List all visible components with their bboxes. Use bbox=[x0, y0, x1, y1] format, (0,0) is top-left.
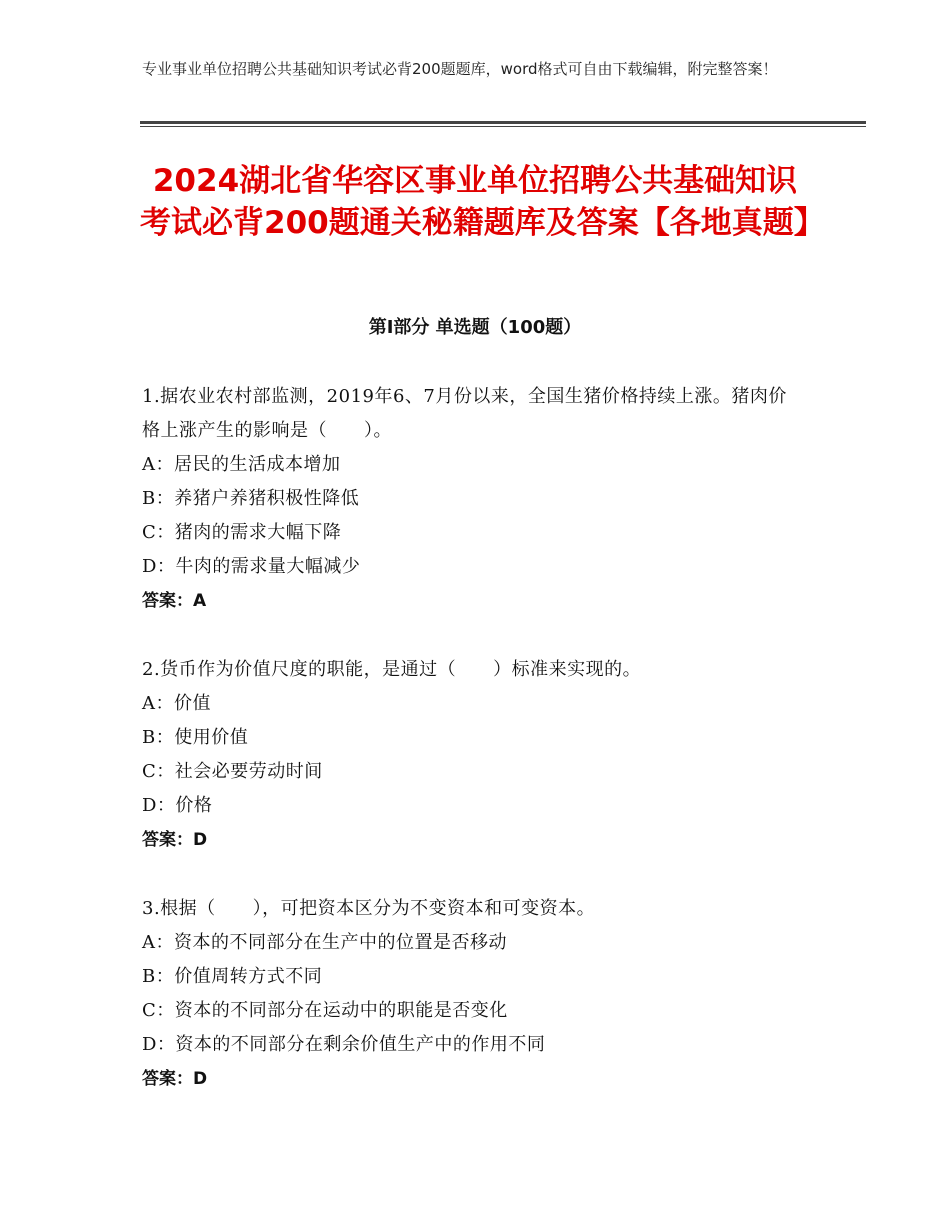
option-c: C：社会必要劳动时间 bbox=[142, 761, 323, 782]
header-divider-thin bbox=[140, 126, 866, 127]
question-stem: 2.货币作为价值尺度的职能，是通过（ ）标准来实现的。 bbox=[142, 659, 642, 680]
option-a: A：资本的不同部分在生产中的位置是否移动 bbox=[142, 932, 507, 953]
option-a: A：价值 bbox=[142, 693, 211, 714]
question-3 bbox=[142, 892, 802, 1096]
document-title: 2024湖北省华容区事业单位招聘公共基础知识考试必背200题通关秘籍题库及答案【各地真题】 bbox=[140, 163, 825, 241]
option-d: D：资本的不同部分在剩余价值生产中的作用不同 bbox=[142, 1034, 546, 1055]
option-c: C：资本的不同部分在运动中的职能是否变化 bbox=[142, 1000, 508, 1021]
question-2 bbox=[142, 653, 802, 857]
answer: 答案：A bbox=[142, 591, 207, 611]
answer: 答案：D bbox=[142, 830, 208, 850]
question-1 bbox=[142, 380, 802, 618]
option-c: C：猪肉的需求大幅下降 bbox=[142, 522, 342, 543]
question-stem: 3.根据（ ），可把资本区分为不变资本和可变资本。 bbox=[142, 898, 596, 919]
header-divider-thick bbox=[140, 121, 866, 124]
answer: 答案：D bbox=[142, 1069, 208, 1089]
option-d: D：牛肉的需求量大幅减少 bbox=[142, 556, 361, 577]
option-d: D：价格 bbox=[142, 795, 213, 816]
option-b: B：使用价值 bbox=[142, 727, 249, 748]
section-title: 第Ⅰ部分 单选题（100题） bbox=[368, 317, 582, 338]
option-a: A：居民的生活成本增加 bbox=[142, 454, 341, 475]
option-b: B：价值周转方式不同 bbox=[142, 966, 323, 987]
question-stem: 1.据农业农村部监测，2019年6、7月份以来，全国生猪价格持续上涨。猪肉价格上涨产生的影响是（ ）。 bbox=[142, 386, 787, 441]
header-note: 专业事业单位招聘公共基础知识考试必背200题题库，word格式可自由下载编辑，附完整答案！ bbox=[142, 60, 778, 78]
option-b: B：养猪户养猪积极性降低 bbox=[142, 488, 360, 509]
